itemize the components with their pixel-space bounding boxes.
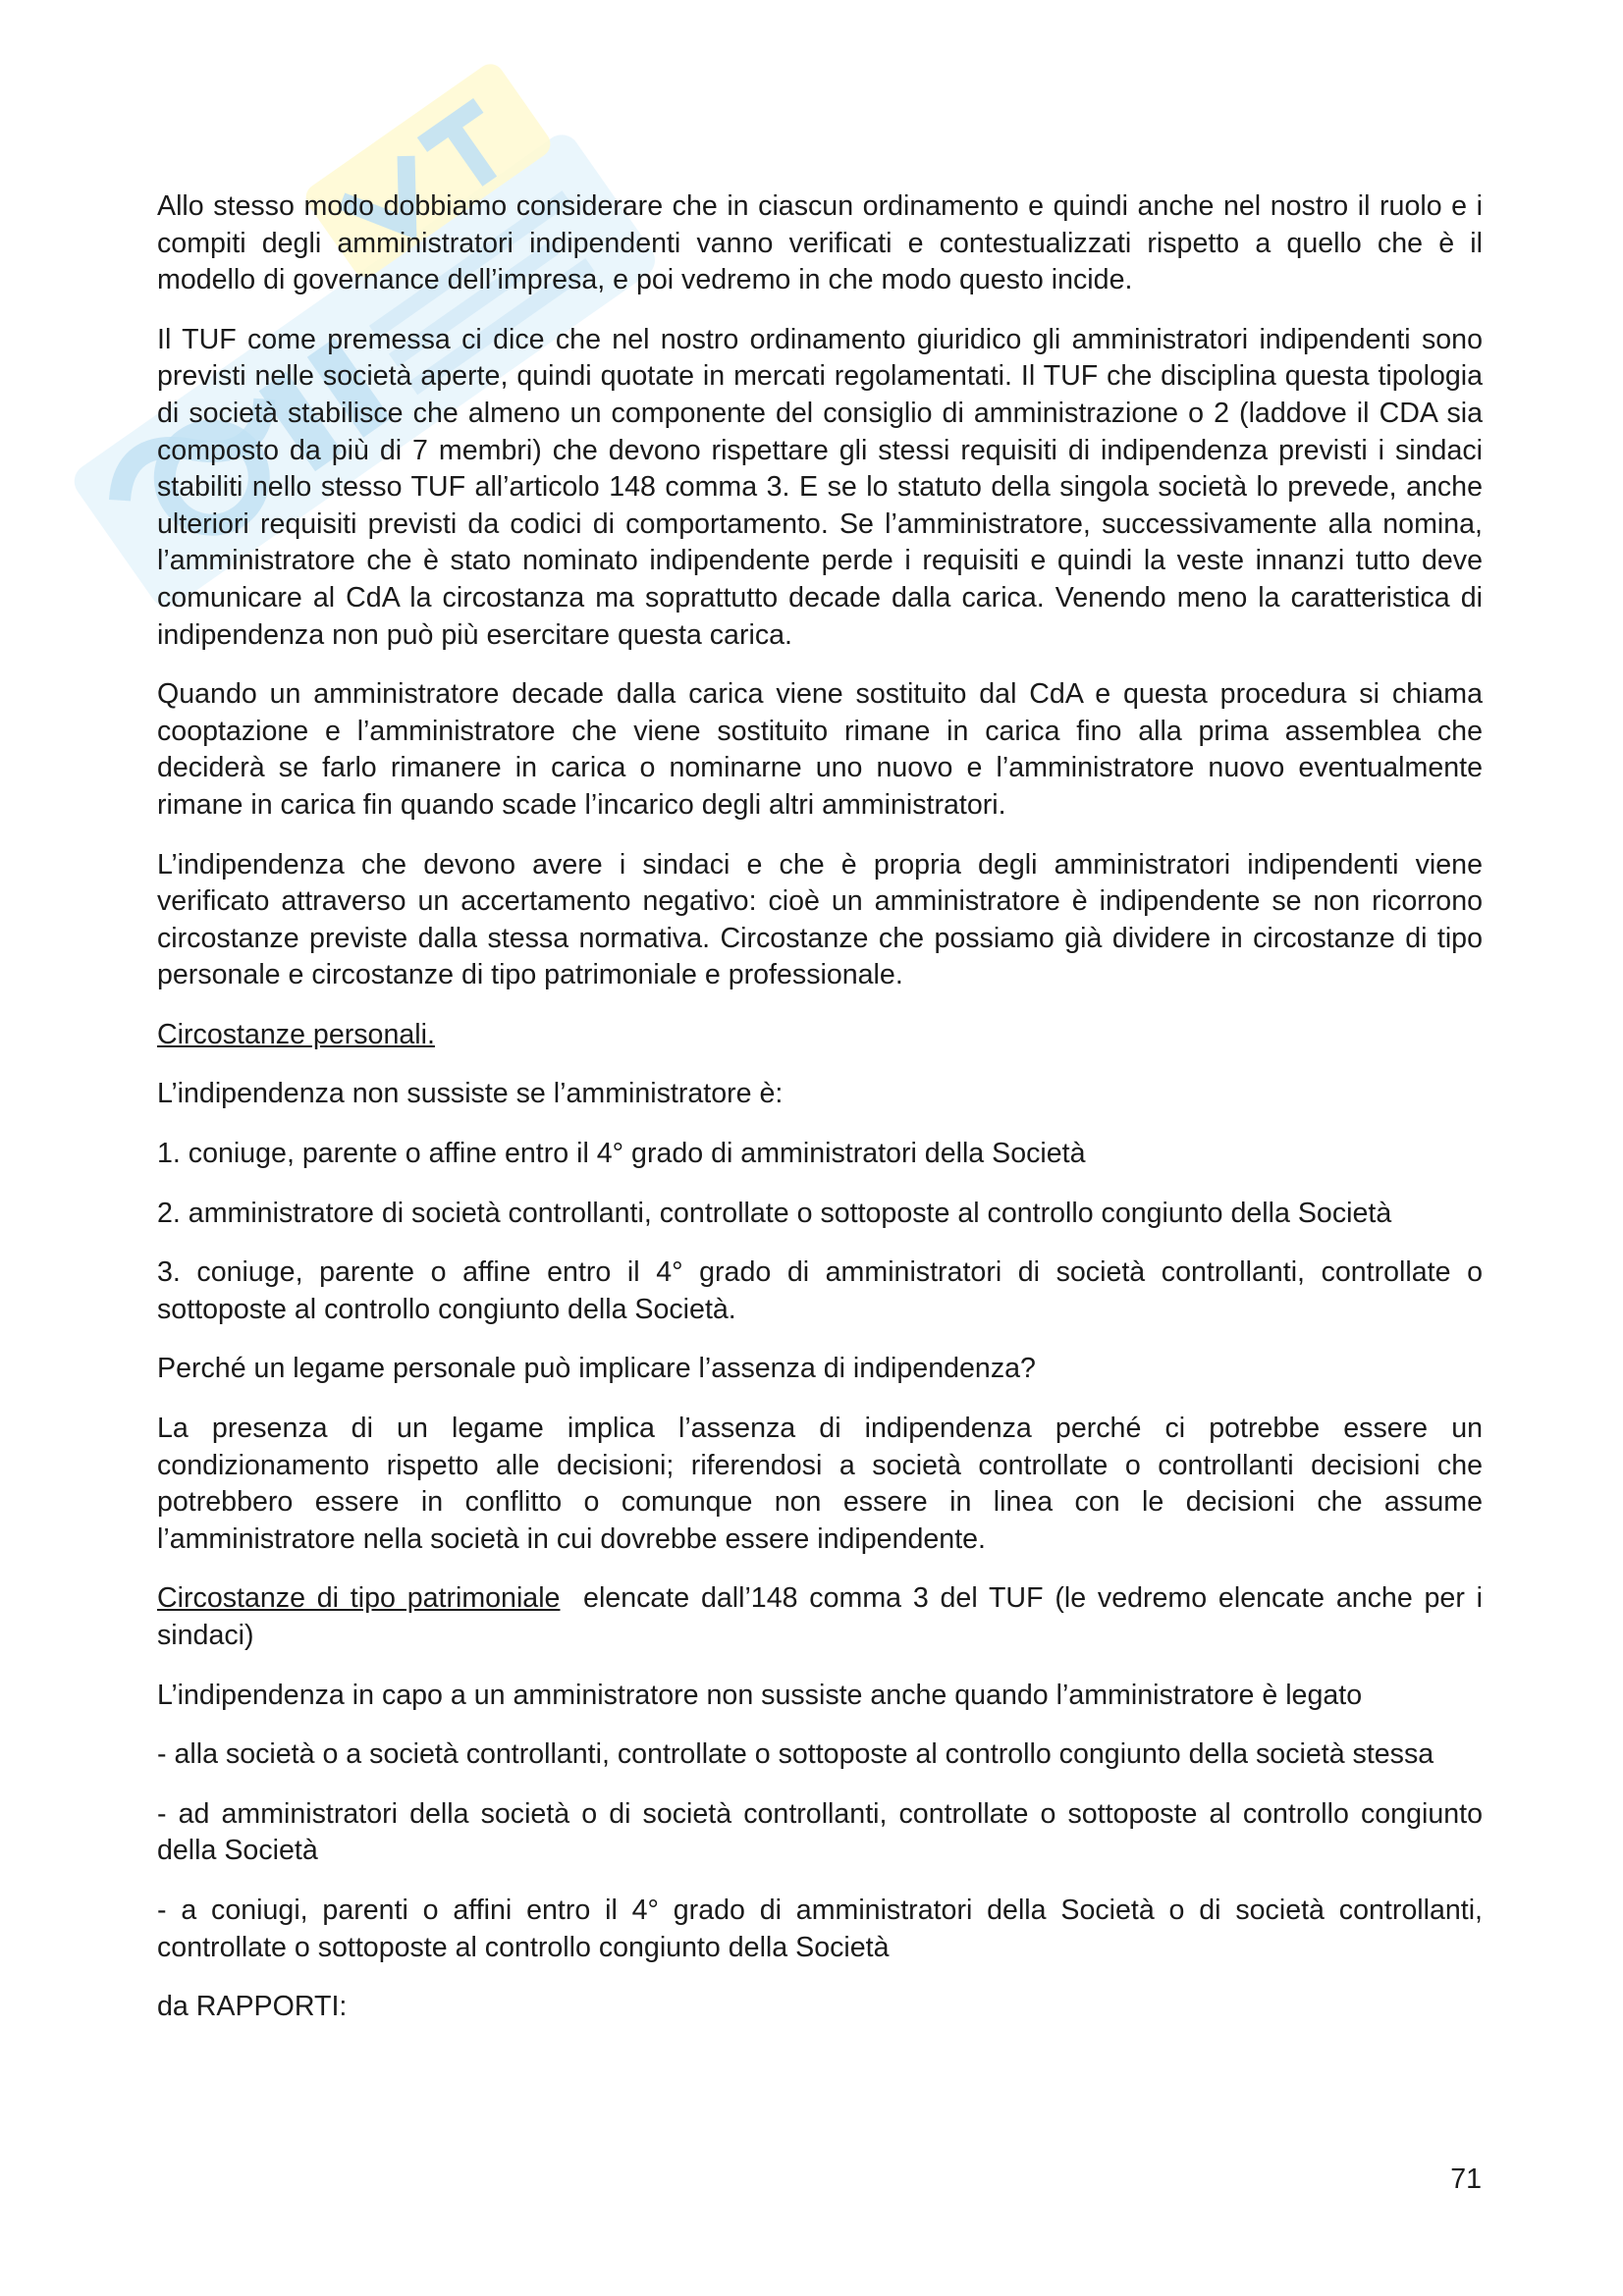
list-item: 2. amministratore di società controllanti, controllate o sottoposte al controllo congiunto della Società [157,1197,1392,1229]
list-item: - a coniugi, parenti o affini entro il 4° grado di amministratori della Società o di società controllanti, controllate o sottoposte al controllo congiunto della Società [157,1894,1483,1963]
page-content [157,188,1490,2049]
paragraph-accertamento: L’indipendenza che devono avere i sindaci e che è propria degli amministratori indipendenti viene verificato attraverso un accertamento negativo: cioè un amministratore è indipendente se non ricorrono circostanze previste dalla stessa normativa. Circostanze che possiamo già dividere in circostanze di tipo personale e circostanze di tipo patrimoniale e professionale. [157,848,1483,991]
heading-personal-text: Circostanze personali. [157,1018,435,1050]
list-item: - alla società o a società controllanti, controllate o sottoposte al controllo congiunto della società stessa [157,1738,1434,1771]
closing-line: da RAPPORTI: [157,1991,348,2023]
personal-intro: L’indipendenza non sussiste se l’amministratore è: [157,1078,784,1110]
answer: La presenza di un legame implica l’assenza di indipendenza perché ci potrebbe essere un condizionamento rispetto alle decisioni; riferendosi a società controllate o controllanti decisioni che potrebbero essere in conflitto o comunque non essere in linea con le decisioni che assume l’amministratore nella società in cui dovrebbe essere indipendente. [157,1413,1483,1555]
list-item: 3. coniuge, parente o affine entro il 4° grado di amministratori di società controllanti, controllate o sottoposte al controllo congiunto della Società. [157,1256,1483,1325]
paragraph-governance: Allo stesso modo dobbiamo considerare che in ciascun ordinamento e quindi anche nel nostro il ruolo e i compiti degli amministratori indipendenti vanno verificati e contestualizzati rispetto a quello che è il modello di governance dell’impresa, e poi vedremo in che modo questo incide. [157,190,1483,296]
paragraph-cooptazione: Quando un amministratore decade dalla carica viene sostituito dal CdA e questa procedura si chiama cooptazione e l’amministratore che viene sostituito rimane in carica fino alla prima assemblea che deciderà se farlo rimanere in carica o nominarne uno nuovo e l’amministratore nuovo eventualmente rimane in carica fin quando scade l’incarico degli altri amministratori. [157,678,1483,821]
paragraph-tuf: Il TUF come premessa ci dice che nel nostro ordinamento giuridico gli amministratori indipendenti sono previsti nelle società aperte, quindi quotate in mercati regolamentati. Il TUF che disciplina questa tipologia di società stabilisce che almeno un componente del consiglio di amministrazione o 2 (laddove il CDA sia composto da più di 7 membri) che devono rispettare gli stessi requisiti di indipendenza previsti i sindaci stabiliti nello stesso TUF all’articolo 148 comma 3. E se lo statuto della singola società lo prevede, anche ulteriori requisiti previsti da codici di comportamento. Se l’amministratore, successivamente alla nomina, l’amministratore che è stato nominato indipendente perde i requisiti e quindi la veste innanzi tutto deve comunicare al CdA la circostanza ma soprattutto decade dalla carica. Venendo meno la caratteristica di indipendenza non può più esercitare questa carica. [157,323,1483,651]
heading-patrimonial-rest: elencate dall’148 comma 3 del TUF (le vedremo elencate anche per i sindaci) [157,1582,1490,1651]
heading-patrimonial-text: Circostanze di tipo patrimoniale [157,1582,561,1615]
page-number: 71 [1450,2163,1482,2195]
heading-personal-circumstances [157,1017,1483,1054]
list-item: - ad amministratori della società o di società controllanti, controllate o sottoposte al controllo congiunto della Società [157,1797,1483,1867]
heading-patrimonial-circumstances [157,1580,1490,1654]
patrimonial-intro: L’indipendenza in capo a un amministratore non sussiste anche quando l’amministratore è legato [157,1679,1363,1711]
list-item: 1. coniuge, parente o affine entro il 4° grado di amministratori della Società [157,1138,1086,1170]
question: Perché un legame personale può implicare l’assenza di indipendenza? [157,1353,1036,1385]
